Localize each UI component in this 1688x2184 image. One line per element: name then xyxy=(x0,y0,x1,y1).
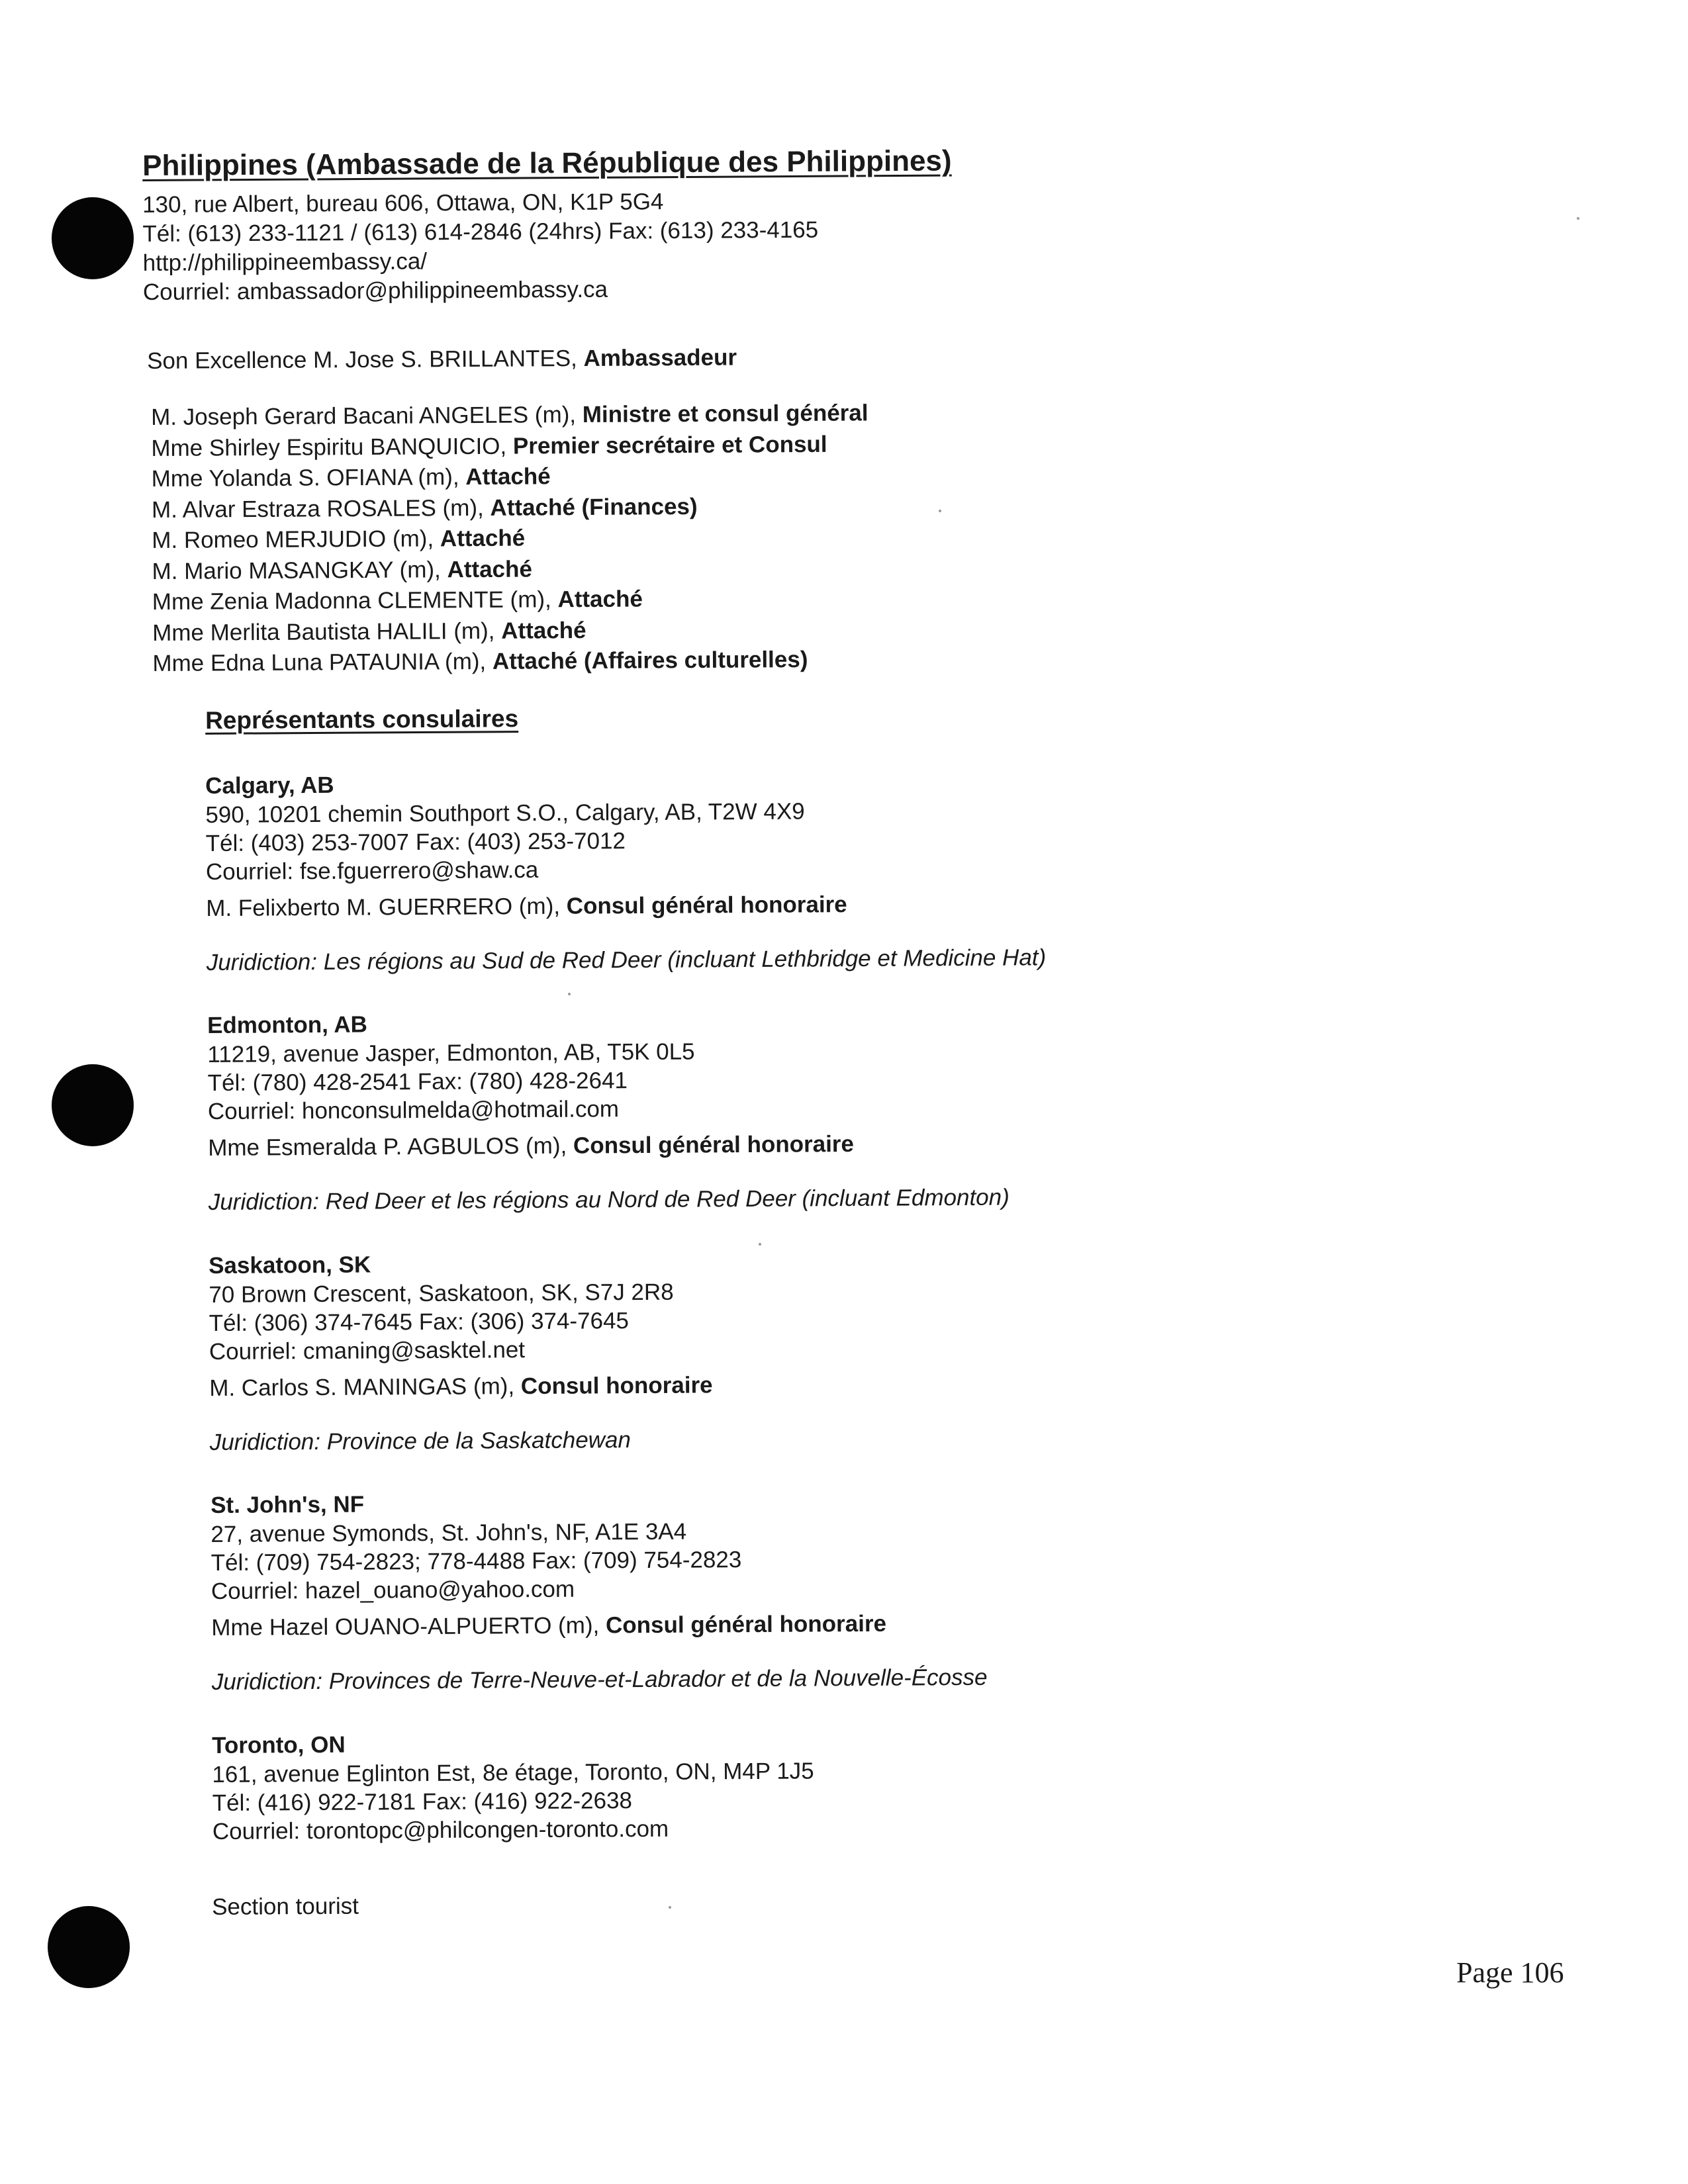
staff-role: Ministre et consul général xyxy=(582,400,868,428)
office-jurisdiction: Juridiction: Red Deer et les régions au Nord de Red Deer (incluant Edmonton) xyxy=(208,1184,1009,1215)
staff-role: Attaché (Finances) xyxy=(490,493,698,521)
office-person xyxy=(208,1129,1009,1163)
office-st-johns xyxy=(211,1486,988,1697)
office-phone: Tél: (403) 253-7007 Fax: (403) 253-7012 xyxy=(205,828,626,856)
scan-speck xyxy=(1577,217,1579,220)
staff-name: M. Mario MASANGKAY (m), xyxy=(152,556,447,584)
office-address: 11219, avenue Jasper, Edmonton, AB, T5K 0L5 xyxy=(207,1038,695,1068)
punch-hole-top xyxy=(52,197,134,279)
person-role: Consul général honoraire xyxy=(566,891,847,919)
office-jurisdiction: Juridiction: Provinces de Terre-Neuve-et-Labrador et de la Nouvelle-Écosse xyxy=(211,1664,988,1695)
embassy-contact xyxy=(142,187,819,307)
staff-list xyxy=(151,398,870,679)
staff-name: Mme Yolanda S. OFIANA (m), xyxy=(151,464,466,492)
staff-row xyxy=(152,521,869,556)
staff-role: Attaché xyxy=(501,617,586,644)
office-email[interactable]: Courriel: cmaning@sasktel.net xyxy=(209,1337,526,1365)
staff-row xyxy=(152,614,870,649)
office-address: 590, 10201 chemin Southport S.O., Calgary, AB, T2W 4X9 xyxy=(205,798,805,828)
person-name: M. Carlos S. MANINGAS (m), xyxy=(209,1373,521,1401)
office-city: Calgary, AB xyxy=(205,772,334,799)
page-number: Page 106 xyxy=(1456,1956,1564,1989)
embassy-address: 130, rue Albert, bureau 606, Ottawa, ON, K1P 5G4 xyxy=(142,189,664,218)
staff-name: Mme Shirley Espiritu BANQUICIO, xyxy=(151,433,514,461)
consular-heading: Représentants consulaires xyxy=(205,705,519,734)
scan-speck xyxy=(669,1906,671,1909)
office-saskatoon xyxy=(209,1248,713,1457)
office-city: Toronto, ON xyxy=(212,1731,346,1758)
staff-name: Mme Zenia Madonna CLEMENTE (m), xyxy=(152,586,558,615)
office-phone: Tél: (416) 922-7181 Fax: (416) 922-2638 xyxy=(212,1788,633,1816)
office-email[interactable]: Courriel: hazel_ouano@yahoo.com xyxy=(211,1576,575,1604)
scan-speck xyxy=(939,510,941,512)
staff-role: Attaché xyxy=(447,555,533,582)
person-name: M. Felixberto M. GUERRERO (m), xyxy=(206,893,567,921)
office-jurisdiction: Juridiction: Les régions au Sud de Red Deer (incluant Lethbridge et Medicine Hat) xyxy=(206,944,1047,976)
staff-row xyxy=(152,644,870,679)
office-email[interactable]: Courriel: honconsulmelda@hotmail.com xyxy=(207,1096,620,1124)
staff-row xyxy=(152,459,869,494)
punch-hole-bottom xyxy=(48,1906,130,1988)
staff-name: M. Romeo MERJUDIO (m), xyxy=(152,525,440,553)
embassy-website[interactable]: http://philippineembassy.ca/ xyxy=(142,248,428,276)
office-toronto xyxy=(212,1727,814,1846)
office-city: St. John's, NF xyxy=(211,1491,365,1518)
punch-hole-middle xyxy=(52,1064,134,1146)
staff-row xyxy=(152,552,869,587)
scan-speck xyxy=(568,993,571,995)
office-phone: Tél: (780) 428-2541 Fax: (780) 428-2641 xyxy=(207,1068,628,1096)
embassy-email[interactable]: Courriel: ambassador@philippineembassy.ca xyxy=(142,276,608,305)
office-person xyxy=(209,1371,713,1403)
staff-row xyxy=(151,398,868,433)
person-role: Consul général honoraire xyxy=(573,1131,855,1159)
office-person xyxy=(211,1609,987,1643)
office-phone: Tél: (709) 754-2823; 778-4488 Fax: (709) 754-2823 xyxy=(211,1547,742,1576)
staff-role: Premier secrétaire et Consul xyxy=(512,431,827,459)
ambassador-name: Son Excellence M. Jose S. BRILLANTES, xyxy=(147,345,584,374)
staff-row xyxy=(152,582,870,617)
staff-name: M. Alvar Estraza ROSALES (m), xyxy=(151,494,491,523)
staff-role: Attaché xyxy=(440,525,526,552)
office-calgary xyxy=(205,766,1046,978)
person-name: Mme Esmeralda P. AGBULOS (m), xyxy=(208,1132,574,1161)
office-address: 161, avenue Eglinton Est, 8e étage, Toronto, ON, M4P 1J5 xyxy=(212,1758,814,1788)
staff-name: Mme Merlita Bautista HALILI (m), xyxy=(152,617,502,646)
office-address: 27, avenue Symonds, St. John's, NF, A1E 3A4 xyxy=(211,1518,687,1547)
staff-name: M. Joseph Gerard Bacani ANGELES (m), xyxy=(151,402,583,430)
office-email[interactable]: Courriel: torontopc@philcongen-toronto.com xyxy=(212,1815,669,1844)
section-tourist-label: Section tourist xyxy=(212,1893,359,1920)
staff-role: Attaché xyxy=(557,586,643,613)
person-role: Consul honoraire xyxy=(520,1372,713,1400)
staff-role: Attaché (Affaires culturelles) xyxy=(492,646,808,674)
embassy-title: Philippines (Ambassade de la République des Philippines) xyxy=(142,144,952,182)
staff-row xyxy=(152,490,869,525)
office-phone: Tél: (306) 374-7645 Fax: (306) 374-7645 xyxy=(209,1308,630,1336)
ambassador-line xyxy=(147,343,737,376)
office-city: Edmonton, AB xyxy=(207,1011,367,1038)
staff-row xyxy=(151,429,868,464)
staff-name: Mme Edna Luna PATAUNIA (m), xyxy=(152,648,493,676)
office-person xyxy=(206,889,1046,923)
embassy-phone: Tél: (613) 233-1121 / (613) 614-2846 (24hrs) Fax: (613) 233-4165 xyxy=(142,216,819,247)
staff-role: Attaché xyxy=(465,463,551,490)
office-edmonton xyxy=(207,1007,1009,1217)
scan-speck xyxy=(759,1243,761,1246)
ambassador-role: Ambassadeur xyxy=(583,344,737,371)
person-role: Consul général honoraire xyxy=(605,1610,887,1639)
office-email[interactable]: Courriel: fse.fguerrero@shaw.ca xyxy=(205,856,539,885)
office-city: Saskatoon, SK xyxy=(209,1251,371,1279)
person-name: Mme Hazel OUANO-ALPUERTO (m), xyxy=(211,1612,606,1641)
office-address: 70 Brown Crescent, Saskatoon, SK, S7J 2R8 xyxy=(209,1279,674,1308)
office-jurisdiction: Juridiction: Province de la Saskatchewan xyxy=(209,1427,632,1455)
